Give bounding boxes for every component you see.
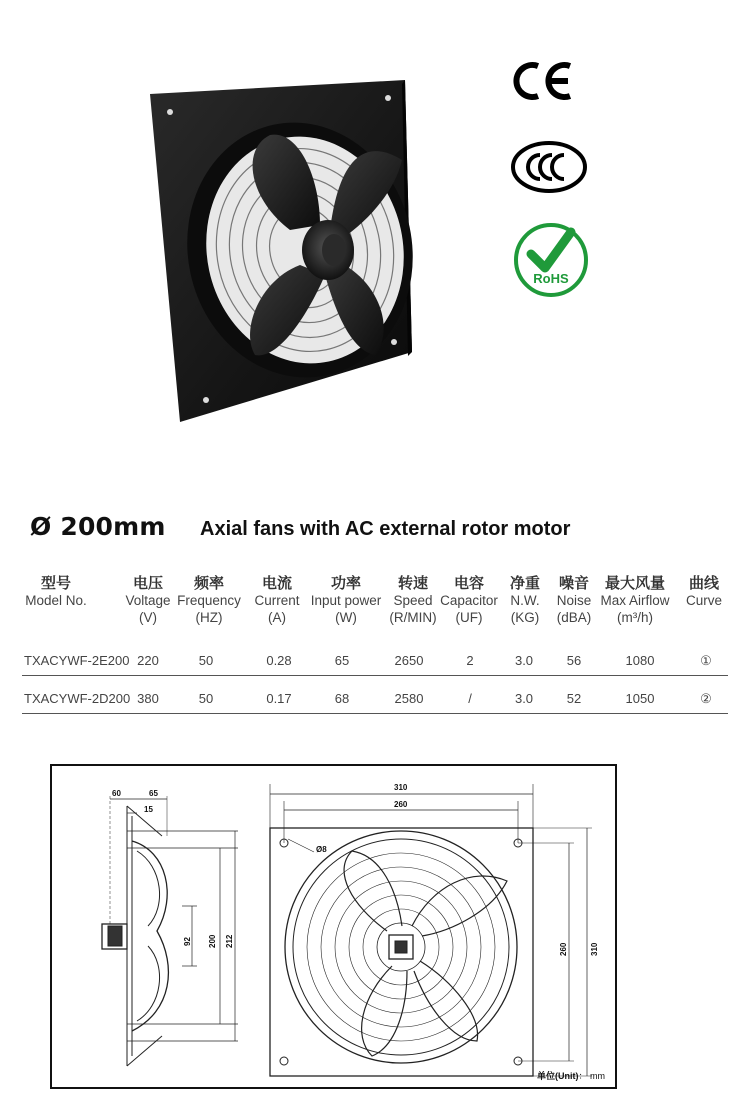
- input-power-cell: 65: [334, 653, 350, 668]
- frequency-cell: 50: [198, 691, 214, 706]
- header-voltage: 电压 Voltage (V): [125, 575, 171, 625]
- dim-side-d: 92: [183, 937, 192, 946]
- noise-cell: 56: [566, 653, 582, 668]
- net-weight-cell: 3.0: [514, 691, 534, 706]
- current-cell: 0.28: [266, 653, 292, 668]
- voltage-cell: 380: [137, 691, 159, 706]
- net-weight-cell: 3.0: [514, 653, 534, 668]
- header-capacitor: 电容 Capacitor (UF): [440, 575, 498, 625]
- dim-side-a: 60: [112, 789, 121, 798]
- curve-cell: ②: [700, 691, 712, 706]
- frequency-cell: 50: [198, 653, 214, 668]
- dim-front-height-inner: 260: [559, 942, 568, 956]
- header-max-airflow: 最大风量 Max Airflow (m³/h): [600, 575, 670, 625]
- speed-cell: 2580: [394, 691, 424, 706]
- table-row: [22, 653, 728, 676]
- model-cell: TXACYWF-2D200: [24, 691, 131, 706]
- ccc-mark-icon: [510, 140, 588, 194]
- product-description-title: Axial fans with AC external rotor motor: [200, 518, 571, 540]
- noise-cell: 52: [566, 691, 582, 706]
- capacitor-cell: 2: [466, 653, 474, 668]
- header-noise: 噪音 Noise (dBA): [556, 575, 592, 625]
- dim-front-hole: Ø8: [316, 845, 327, 854]
- rohs-mark-icon: [513, 222, 589, 298]
- side-view: [102, 796, 238, 1066]
- header-current: 电流 Current (A): [254, 575, 300, 625]
- curve-cell: ①: [700, 653, 712, 668]
- dim-side-e: 200: [208, 934, 217, 948]
- dim-side-b: 65: [149, 789, 158, 798]
- header-input-power: 功率 Input power (W): [310, 575, 382, 625]
- fan-size-title: Ø 200mm: [30, 512, 166, 541]
- front-view: [270, 784, 592, 1076]
- header-frequency: 频率 Frequency (HZ): [177, 575, 241, 625]
- table-row: [22, 691, 728, 714]
- header-model: 型号 Model No.: [25, 575, 87, 608]
- input-power-cell: 68: [334, 691, 350, 706]
- header-net-weight: 净重 N.W. (KG): [509, 575, 541, 625]
- voltage-cell: 220: [137, 653, 159, 668]
- max-airflow-cell: 1050: [625, 691, 655, 706]
- current-cell: 0.17: [266, 691, 292, 706]
- unit-label: 单位(Unit)： mm: [536, 1071, 605, 1081]
- ce-mark-icon: [512, 60, 574, 102]
- dim-front-width-inner: 260: [394, 800, 408, 809]
- header-curve: 曲线 Curve: [685, 575, 723, 608]
- dim-side-f: 212: [225, 934, 234, 948]
- dim-side-c: 15: [144, 805, 153, 814]
- product-photo: [140, 80, 420, 430]
- header-speed: 转速 Speed (R/MIN): [389, 575, 437, 625]
- dim-front-height-outer: 310: [590, 942, 599, 956]
- speed-cell: 2650: [394, 653, 424, 668]
- capacitor-cell: /: [468, 691, 472, 706]
- model-cell: TXACYWF-2E200: [24, 653, 130, 668]
- dim-front-width-outer: 310: [394, 783, 408, 792]
- svg-text:RoHS: RoHS: [533, 271, 569, 286]
- max-airflow-cell: 1080: [625, 653, 655, 668]
- dimension-drawing: [50, 764, 617, 1089]
